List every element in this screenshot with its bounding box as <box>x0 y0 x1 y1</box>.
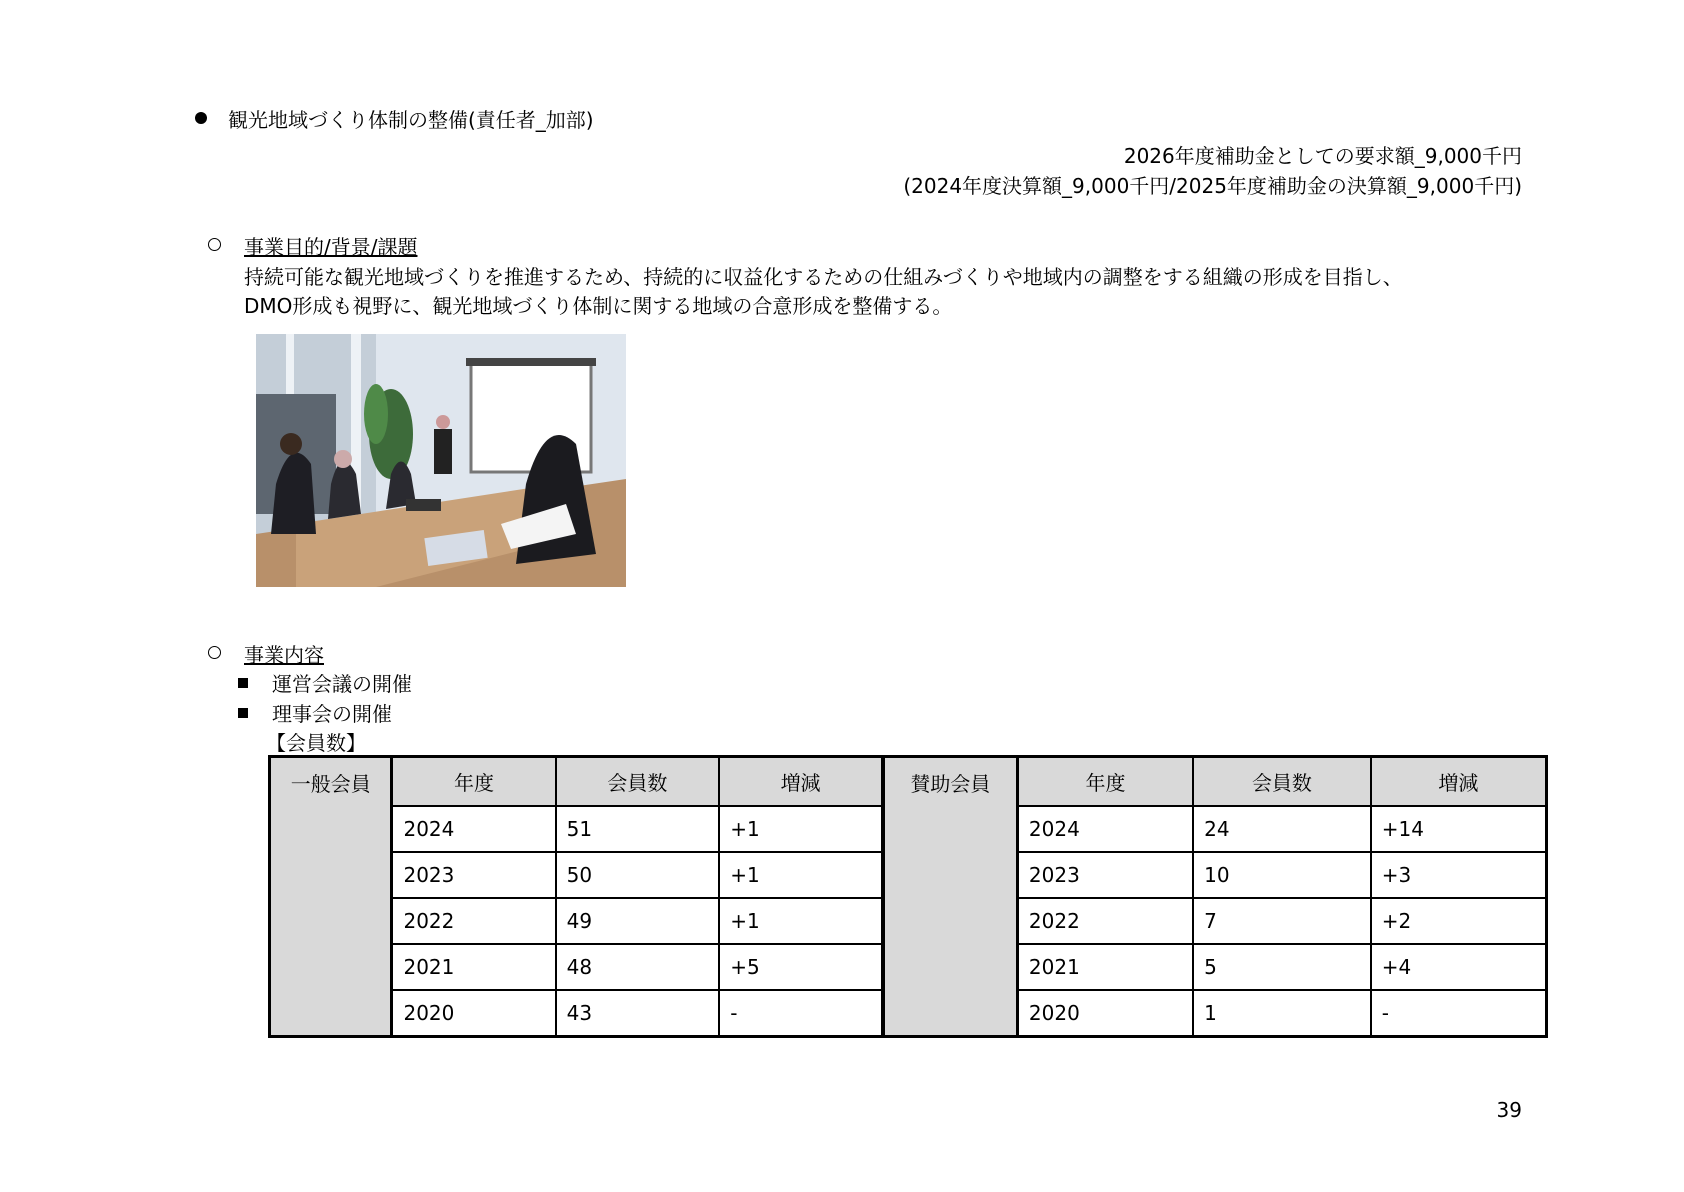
general-count: 51 <box>556 806 720 852</box>
bullet-dot <box>195 112 207 124</box>
purpose-text-line1: 持続可能な観光地域づくりを推進するため、持続的に収益化するための仕組みづくりや地域内の調整をする組織の形成を目指し、 <box>244 265 1403 289</box>
support-count: 5 <box>1193 944 1371 990</box>
square-bullet <box>238 708 248 718</box>
section-heading: 観光地域づくり体制の整備(責任者_加部) <box>228 108 594 132</box>
header-change: 増減 <box>1371 757 1547 807</box>
content-title: 事業内容 <box>244 643 324 667</box>
support-year: 2021 <box>1017 944 1193 990</box>
support-year: 2022 <box>1017 898 1193 944</box>
general-year: 2023 <box>392 852 556 898</box>
general-count: 50 <box>556 852 720 898</box>
support-count: 24 <box>1193 806 1371 852</box>
general-change: +1 <box>719 806 883 852</box>
general-count: 43 <box>556 990 720 1037</box>
square-bullet <box>238 678 248 688</box>
general-year: 2022 <box>392 898 556 944</box>
circle-bullet <box>208 238 221 251</box>
budget-settlement: (2024年度決算額_9,000千円/2025年度補助金の決算額_9,000千円) <box>903 174 1522 198</box>
general-count: 48 <box>556 944 720 990</box>
general-change: +1 <box>719 898 883 944</box>
header-count: 会員数 <box>556 757 720 807</box>
content-item: 理事会の開催 <box>272 702 392 726</box>
support-year: 2023 <box>1017 852 1193 898</box>
budget-request: 2026年度補助金としての要求額_9,000千円 <box>1123 144 1522 168</box>
support-change: - <box>1371 990 1547 1037</box>
header-year: 年度 <box>1017 757 1193 807</box>
general-year: 2024 <box>392 806 556 852</box>
support-change: +3 <box>1371 852 1547 898</box>
general-year: 2020 <box>392 990 556 1037</box>
support-year: 2020 <box>1017 990 1193 1037</box>
general-change: - <box>719 990 883 1037</box>
purpose-title: 事業目的/背景/課題 <box>244 235 418 259</box>
member-table <box>268 755 1548 1038</box>
support-count: 10 <box>1193 852 1371 898</box>
support-change: +14 <box>1371 806 1547 852</box>
header-count: 会員数 <box>1193 757 1371 807</box>
purpose-text-line2: DMO形成も視野に、観光地域づくり体制に関する地域の合意形成を整備する。 <box>244 294 953 318</box>
general-change: +5 <box>719 944 883 990</box>
header-year: 年度 <box>392 757 556 807</box>
meeting-photo <box>256 334 626 587</box>
support-count: 1 <box>1193 990 1371 1037</box>
content-item: 運営会議の開催 <box>272 672 412 696</box>
support-count: 7 <box>1193 898 1371 944</box>
general-count: 49 <box>556 898 720 944</box>
support-change: +2 <box>1371 898 1547 944</box>
member-count-label: 【会員数】 <box>266 731 366 755</box>
general-change: +1 <box>719 852 883 898</box>
support-change: +4 <box>1371 944 1547 990</box>
table-header-row <box>270 757 1547 807</box>
general-member-label: 一般会員 <box>270 757 392 1037</box>
general-year: 2021 <box>392 944 556 990</box>
circle-bullet <box>208 646 221 659</box>
support-year: 2024 <box>1017 806 1193 852</box>
header-change: 増減 <box>719 757 883 807</box>
support-member-label: 賛助会員 <box>883 757 1018 1037</box>
page-number: 39 <box>1496 1098 1522 1122</box>
